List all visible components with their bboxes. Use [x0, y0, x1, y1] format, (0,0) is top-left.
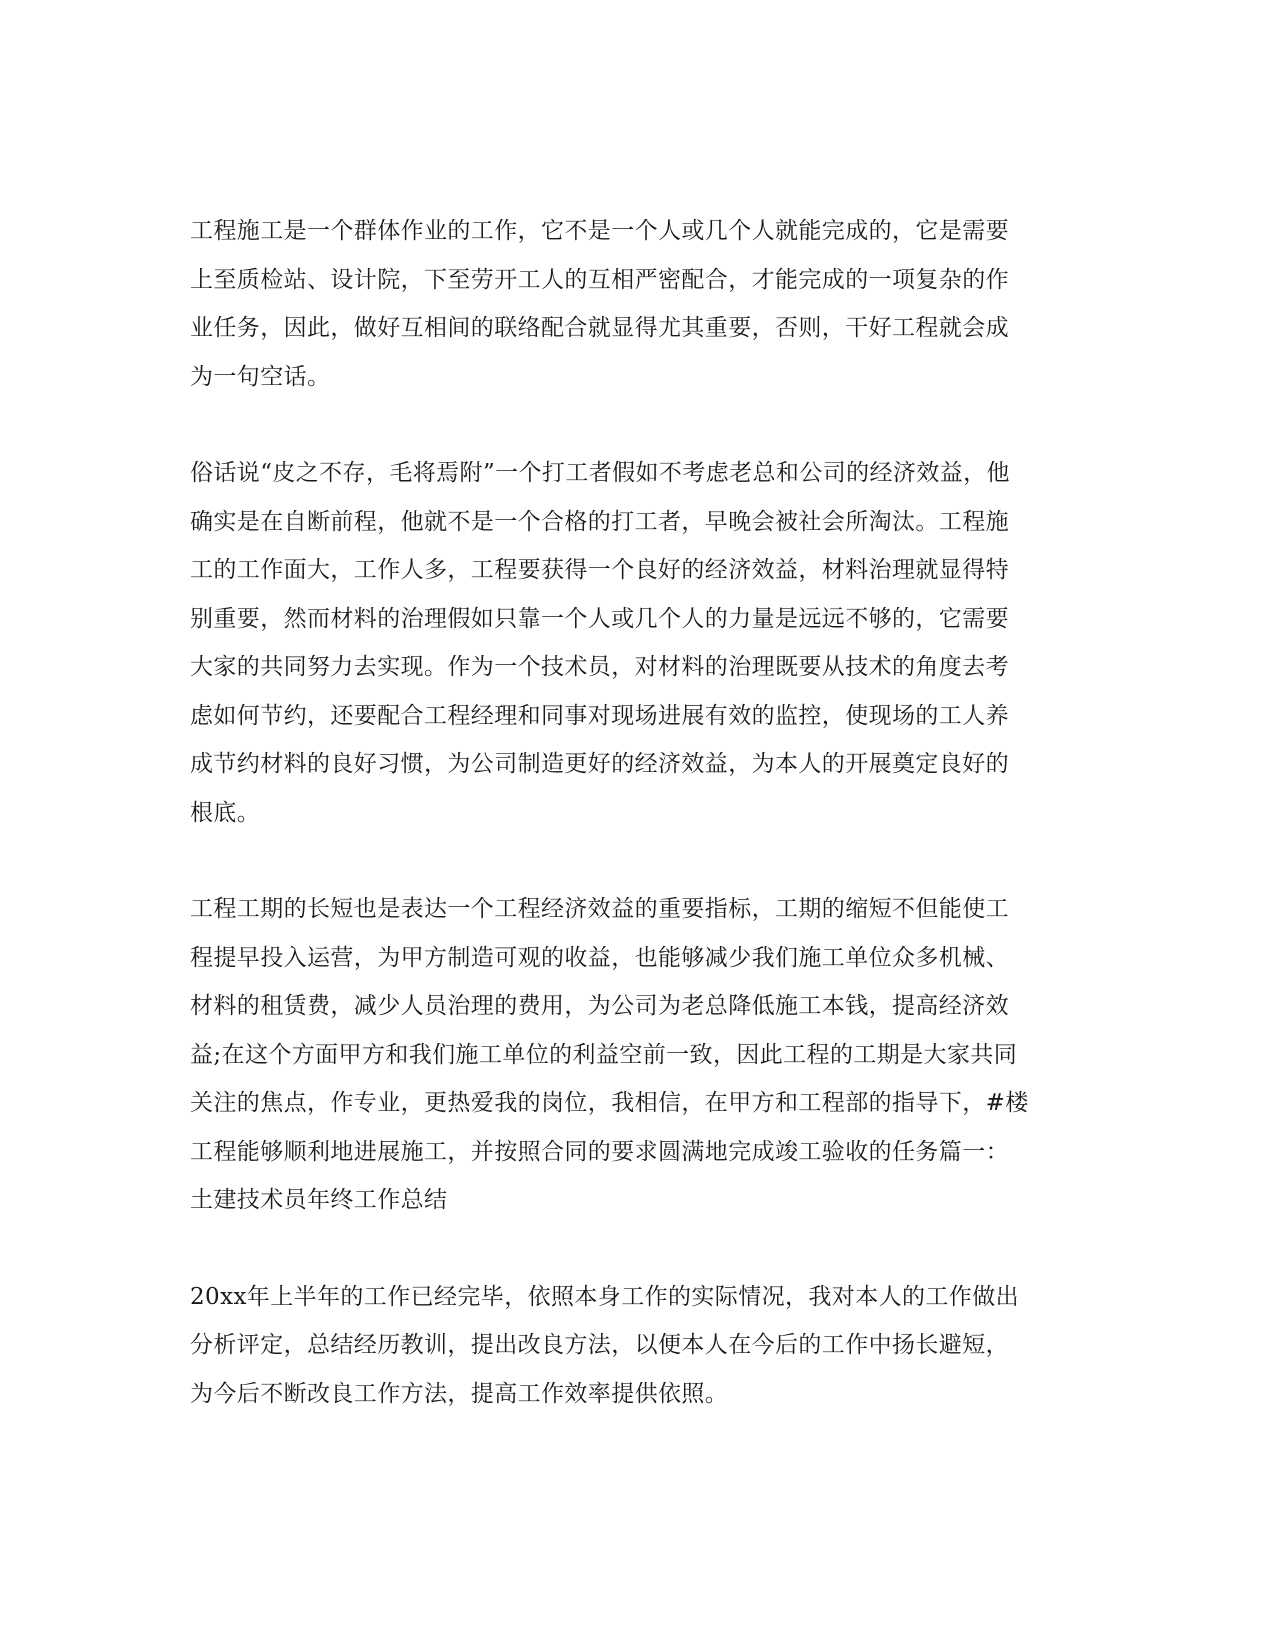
document-body — [190, 207, 1090, 1418]
paragraph-spacer — [190, 1225, 1090, 1273]
paragraph-3: 工程工期的长短也是表达一个工程经济效益的重要指标，工期的缩短不但能使工 程提早投入运营，为甲方制造可观的收益，也能够减少我们施工单位众多机械、 材料的租赁费，减少人员治理的费用，为公司为老总降低施工本钱，提高经济效 益;在这个方面甲方和我们施工单位的利益空前一致，因此工程的工期是大家共同 关注的焦点，作专业，更热爱我的岗位，我相信，在甲方和工程部的指导下，#楼 工程能够顺利地进展施工，并按照合同的要求圆满地完成竣工验收的任务篇一： 土建技术员年终工作总结 — [190, 896, 1029, 1213]
paragraph-2: 俗话说“皮之不存，毛将焉附”一个打工者假如不考虑老总和公司的经济效益，他 确实是在自断前程，他就不是一个合格的打工者，早晚会被社会所淘汰。工程施 工的工作面大，工作人多，工程要获得一个良好的经济效益，材料治理就显得特 别重要，然而材料的治理假如只靠一个人或几个人的力量是远远不够的，它需要 大家的共同努力去实现。作为一个技术员，对材料的治理既要从技术的角度去考 虑如何节约，还要配合工程经理和同事对现场进展有效的监控，使现场的工人养 成节约材料的良好习惯，为公司制造更好的经济效益，为本人的开展奠定良好的 根底。 — [190, 460, 1010, 826]
paragraph-spacer — [190, 401, 1090, 449]
paragraph-1: 工程施工是一个群体作业的工作，它不是一个人或几个人就能完成的，它是需要 上至质检站、设计院，下至劳开工人的互相严密配合，才能完成的一项复杂的作 业任务，因此，做好互相间的联络配合就显得尤其重要，否则，干好工程就会成 为一句空话。 — [190, 218, 1009, 390]
paragraph-spacer — [190, 837, 1090, 885]
paragraph-4: 20xx年上半年的工作已经完毕，依照本身工作的实际情况，我对本人的工作做出 分析评定，总结经历教训，提出改良方法，以便本人在今后的工作中扬长避短， 为今后不断改良工作方法，提高工作效率提供依照。 — [190, 1283, 1020, 1407]
